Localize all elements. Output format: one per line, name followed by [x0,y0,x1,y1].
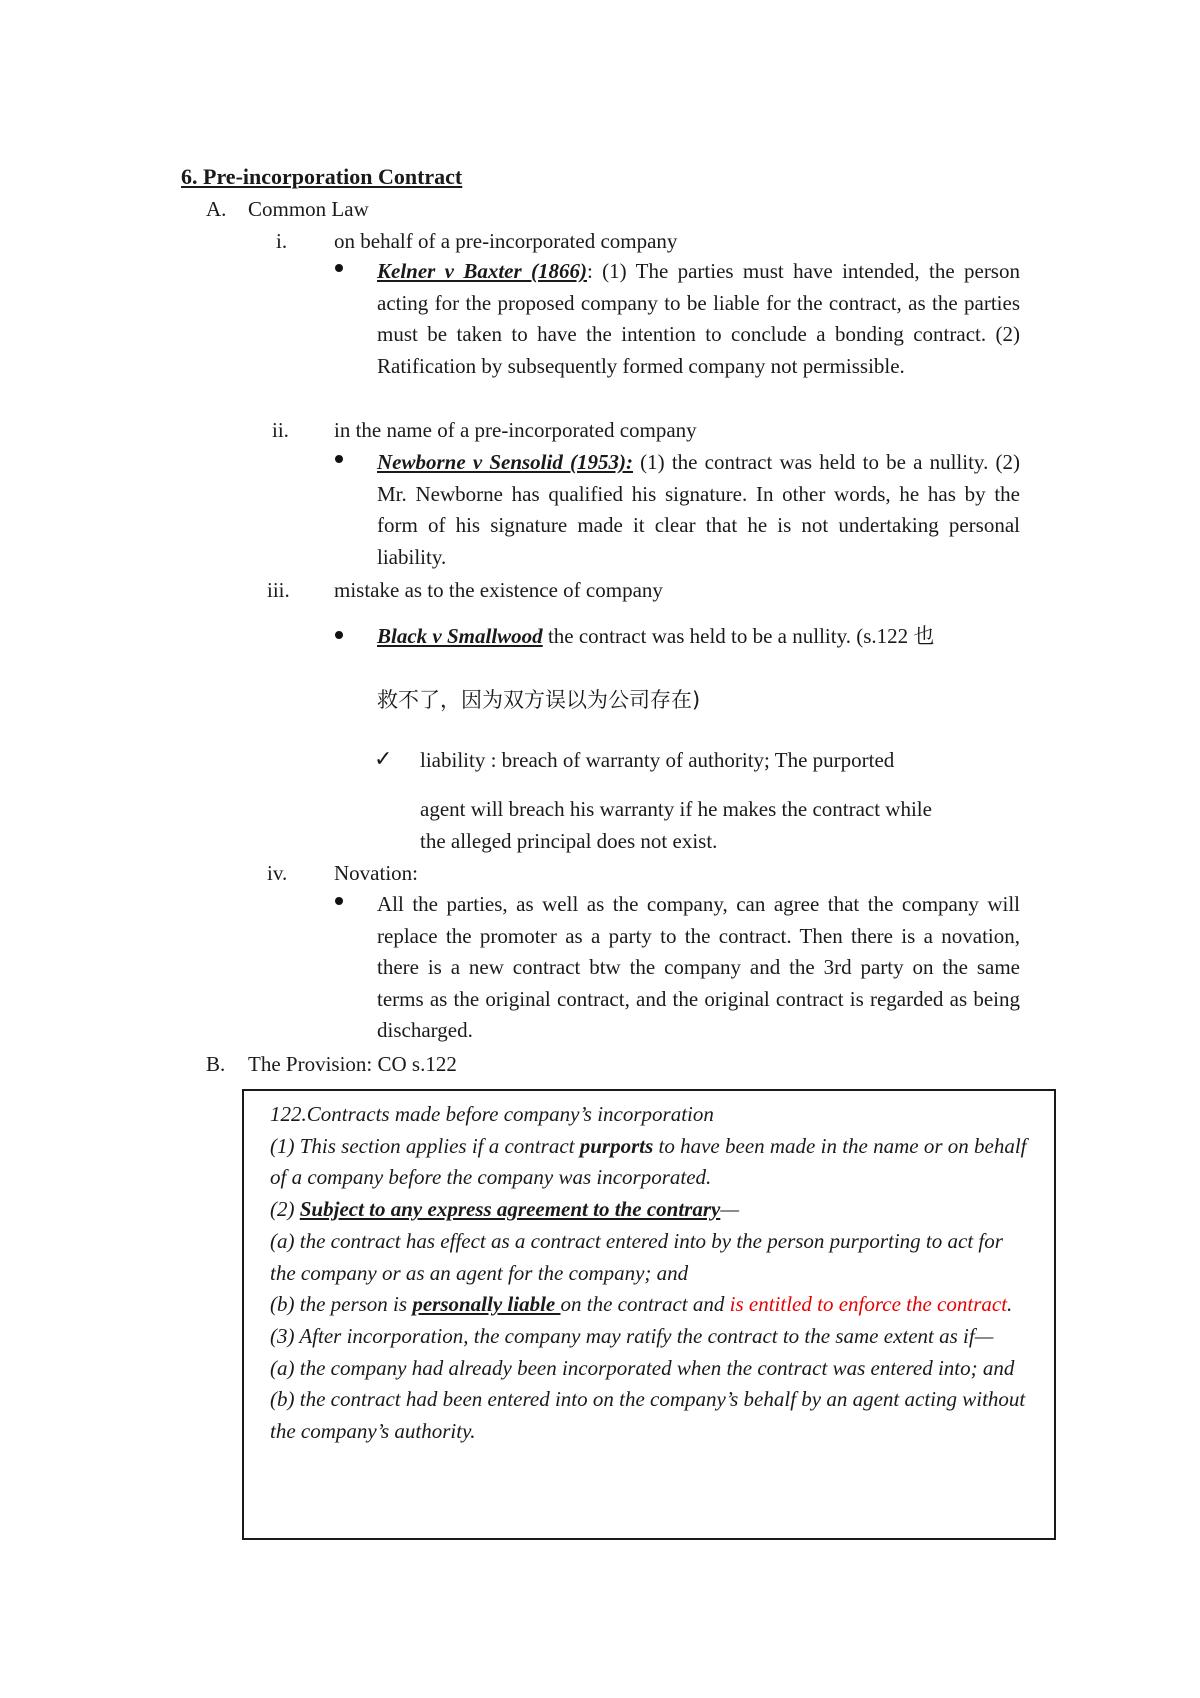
statute-subsection-3b: (b) the contract had been entered into on the company’s behalf by an agent acting without the company’s authority. [270,1387,1026,1444]
bullet-icon [335,631,343,639]
item-iii-heading: mistake as to the existence of company [334,578,663,602]
statute-subsection-2a: (a) the contract has effect as a contract entered into by the person purporting to act for the company or as an agent for the company; and [270,1228,1003,1285]
newborne-case-paragraph: Newborne v Sensolid (1953): (1) the contract was held to be a nullity. (2) Mr. Newborne has qualified his signature. In other words, he has by the form of his signature made it clear that he is not undertaking personal liability. [377,450,1020,569]
item-i-marker: i. [276,229,288,253]
checkmark-icon: ✓ [374,747,393,772]
item-ii-marker: ii. [272,418,289,442]
statute-subsection-3a: (a) the company had already been incorporated when the contract was entered into; and [270,1355,1015,1380]
item-ii-heading: in the name of a pre-incorporated company [334,418,697,442]
part-b-heading: The Provision: CO s.122 [248,1052,457,1076]
bullet-icon [335,897,343,905]
part-b-marker: B. [206,1052,226,1076]
part-a-heading: Common Law [248,197,369,221]
liability-line-1: liability : breach of warranty of authority; The purported [420,748,895,772]
part-a-marker: A. [206,197,227,221]
case-name: Black v Smallwood [377,624,543,648]
bullet-icon [335,455,343,463]
black-case-line: Black v Smallwood the contract was held to be a nullity. (s.122 也 [377,624,935,648]
statute-heading: 122.Contracts made before company’s incorporation [270,1102,714,1126]
bullet-icon [335,264,343,272]
liability-line-2: agent will breach his warranty if he makes the contract while [420,797,932,821]
item-iv-heading: Novation: [334,861,418,885]
statute-subsection-3: (3) After incorporation, the company may ratify the contract to the same extent as if— [270,1323,994,1348]
liability-line-3: the alleged principal does not exist. [420,829,718,853]
item-i-heading: on behalf of a pre-incorporated company [334,229,678,253]
statute-subsection-1: (1) This section applies if a contract purports to have been made in the name or on behalf of a company before the company was incorporated. [270,1133,1027,1190]
case-name: Kelner v Baxter (1866) [377,259,587,283]
kelner-case-paragraph: Kelner v Baxter (1866): (1) The parties must have intended, the person acting for the proposed company to be liable for the contract, as the parties must be taken to have the intention to conclude a bonding contract. (2) Ratification by subsequently formed company not permissible. [377,259,1020,378]
statute-text [270,1099,1032,1448]
statute-subsection-2: (2) Subject to any express agreement to the contrary— [270,1197,740,1222]
statute-box [242,1089,1056,1540]
section-title: 6. Pre-incorporation Contract [181,164,463,189]
novation-paragraph: All the parties, as well as the company, can agree that the company will replace the promoter as a party to the contract. Then there is a novation, there is a new contract btw the company and the 3rd party on the same terms as the original contract, and the original contract is regarded as being discharged. [377,892,1020,1042]
case-name: Newborne v Sensolid (1953): [377,450,633,474]
item-iii-marker: iii. [267,578,290,602]
statute-subsection-2b: (b) the person is personally liable on the contract and is entitled to enforce the contract. [270,1292,1013,1317]
black-case-cjk-line: 救不了，因为双方误以为公司存在) [377,688,701,712]
item-iv-marker: iv. [267,861,288,885]
